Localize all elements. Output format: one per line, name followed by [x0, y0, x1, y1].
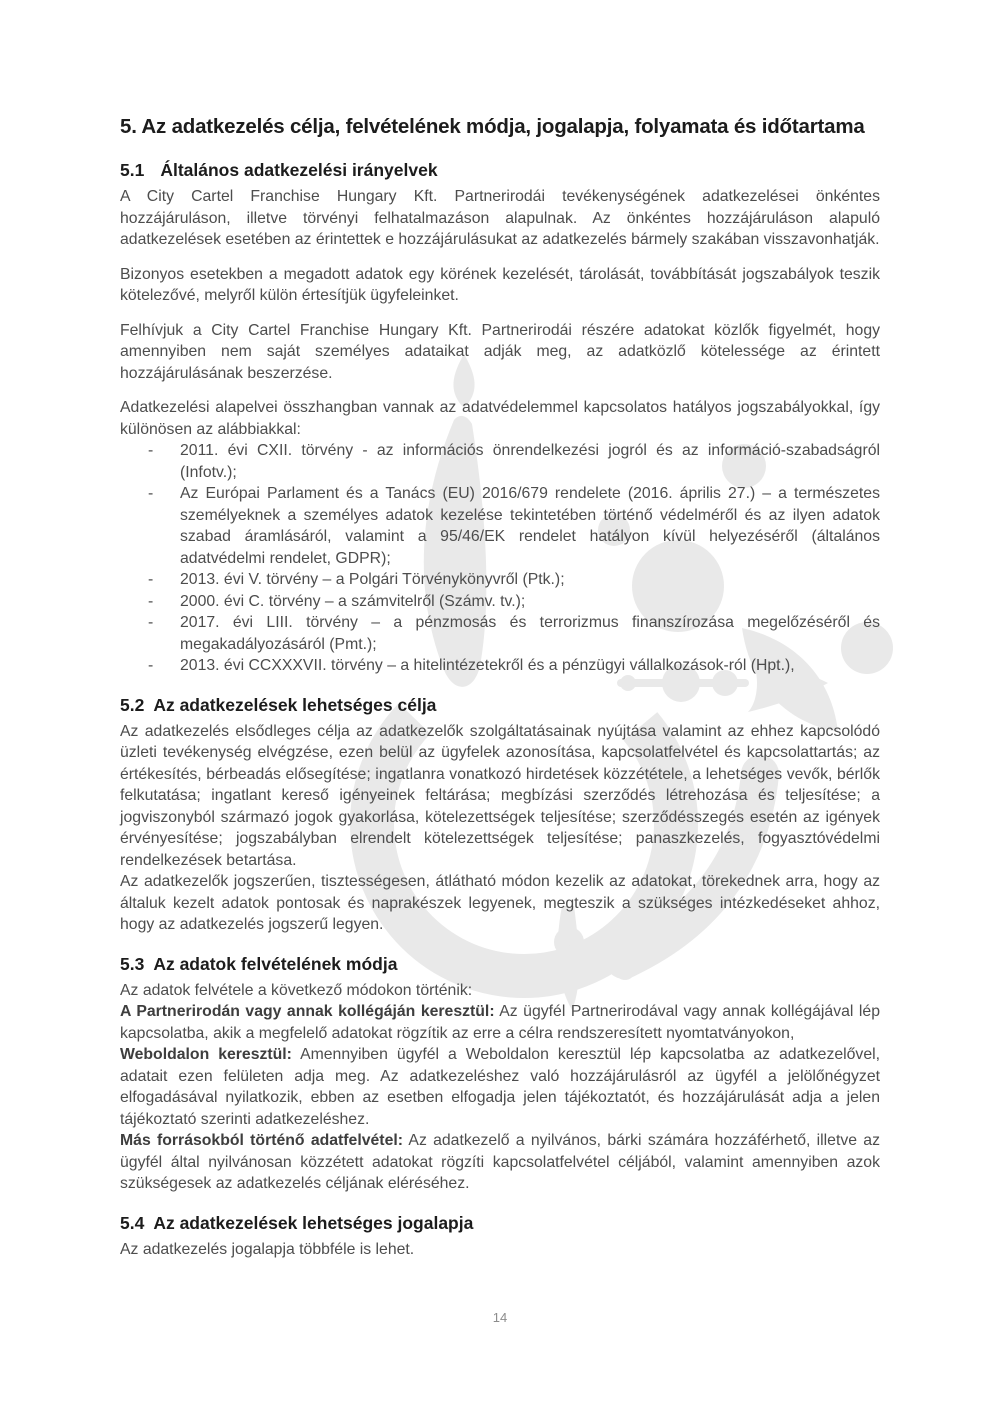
section-heading-text: Általános adatkezelési irányelvek — [160, 160, 438, 180]
list-dash-marker: - — [148, 657, 154, 674]
section-heading-text: Az adatok felvételének módja — [153, 953, 398, 974]
section-heading-5-1 — [120, 158, 880, 182]
section-number: 5.3 — [120, 953, 145, 974]
paragraph: Az adatkezelés jogalapja többféle is lehet. — [120, 1240, 415, 1258]
page-number: 14 — [492, 1310, 508, 1325]
list-item-text: 2011. évi CXII. törvény - az információs önrendelkezési jogról és az információ-szabadságról (Infotv.); — [180, 442, 880, 481]
law-list — [120, 440, 880, 677]
method-text: Az ügyfél Partnerirodával vagy annak kollégájával lép kapcsolatba, akik a megfelelő adatokat rögzítik az erre a célra rendszeresített nyomtatványokon, — [120, 1003, 880, 1042]
list-item — [120, 655, 880, 677]
paragraph: Az adatok felvétele a következő módokon történik: — [120, 981, 473, 999]
list-item-text: 2013. évi CCXXXVII. törvény – a hitelintézetekről és a pénzügyi vállalkozások-ról (Hpt.), — [180, 657, 795, 674]
method-label: A Partnerirodán vagy annak kollégáján keresztül: — [120, 1003, 495, 1020]
paragraph — [120, 1130, 880, 1195]
list-dash-marker: - — [148, 614, 154, 631]
list-item — [120, 612, 880, 655]
list-item-text: 2013. évi V. törvény – a Polgári Törvénykönyvről (Ptk.); — [180, 571, 565, 588]
section-heading-5-2 — [120, 693, 880, 717]
method-text: Az adatkezelő a nyilvános, bárki számára hozzáférhető, illetve az ügyfél által nyilvánosan közzétett adatokat rögzíti kapcsolatfelvétel céljából, valamint amennyiben azok szükségesek az adatkezelés céljának eléréséhez. — [120, 1132, 880, 1192]
paragraph: Az adatkezelők jogszerűen, tisztességesen, átlátható módon kezelik az adatokat, törekednek arra, hogy az általuk kezelt adatok pontosak és naprakészek legyenek, megteszik a szükséges intézkedéseket ahhoz, hogy az adatkezelés jogszerű legyen. — [120, 873, 880, 933]
section-number: 5.2 — [120, 694, 145, 715]
section-heading-text: Az adatkezelések lehetséges célja — [153, 694, 437, 715]
section-heading-text: Az adatkezelések lehetséges jogalapja — [153, 1212, 474, 1233]
paragraph: A City Cartel Franchise Hungary Kft. Partnerirodái tevékenységének adatkezelései önkéntes hozzájáruláson, illetve törvényi felhatalmazáson alapulnak. Az önkéntes hozzájáruláson alapuló adatkezelések esetében az érintettek e hozzájárulásukat az adatkezelés bármely szakában visszavonhatják. — [120, 188, 880, 248]
paragraph: Adatkezelési alapelvei összhangban vannak az adatvédelemmel kapcsolatos hatályos jogszabályokkal, így különösen az alábbiakkal: — [120, 399, 880, 438]
method-text: Amennyiben ügyfél a Weboldalon keresztül lép kapcsolatba az adatkezelővel, adatait ezen felületen adja meg. Az adatkezeléshez való hozzájárulásról az ügyfél a jelölőnégyzet elfogadásával nyilatkozik, ebben az esetben elfogadja jelen tájékoztatót, és hozzájárulását adja a jelen tájékoztató szerinti adatkezeléshez. — [120, 1046, 881, 1128]
section-heading-5-4 — [120, 1211, 880, 1235]
list-item — [120, 569, 880, 591]
list-item — [120, 591, 880, 613]
method-label: Weboldalon keresztül: — [120, 1046, 292, 1063]
list-item-text: 2000. évi C. törvény – a számvitelről (Számv. tv.); — [180, 592, 526, 610]
list-item — [120, 440, 880, 483]
paragraph: Bizonyos esetekben a megadott adatok egy körének kezelését, tárolását, továbbítását jogszabályok teszik kötelezővé, melyről külön értesítjük ügyfeleinket. — [120, 265, 880, 304]
paragraph — [120, 1044, 880, 1130]
section-number: 5.1 — [120, 160, 145, 180]
list-dash-marker: - — [148, 485, 154, 502]
paragraph: Felhívjuk a City Cartel Franchise Hungary Kft. Partnerirodái részére adatokat közlők figyelmét, hogy amennyiben nem saját személyes adataikat adják meg, az adatközlő kötelessége az érintett hozzájárulásának beszerzése. — [120, 321, 880, 382]
list-item-text: Az Európai Parlament és a Tanács (EU) 2016/679 rendelete (2016. április 27.) – a természetes személyeknek a személyes adatok kezelése tekintetében történő védelméről és az ilyen adatok szabad áramlásáról, valamint a 95/46/EK rendelet hatályon kívül helyezéséről (általános adatvédelmi rendelet, GDPR); — [180, 485, 880, 567]
section-number: 5.4 — [120, 1212, 145, 1233]
list-dash-marker: - — [148, 592, 154, 610]
list-item-text: 2017. évi LIII. törvény – a pénzmosás és terrorizmus finanszírozása megelőzéséről és megakadályozásáról (Pmt.); — [180, 614, 880, 653]
list-item — [120, 483, 880, 569]
paragraph: Az adatkezelés elsődleges célja az adatkezelők szolgáltatásainak nyújtása valamint az ehhez kapcsolódó üzleti tevékenység elvégzése, ezen belül az ügyfelek azonosítása, kapcsolatfelvétel és kapcsolattartás; az értékesítés, bérbeadás elősegítése; ingatlanra vonatkozó hirdetések közzététele, a lehetséges vevők, bérlők felkutatása; ingatlant kereső igényeinek feltárása; megbízási szerződés létrehozása és teljesítése; a jogviszonyból származó jogok gyakorlása, kötelezettségek teljesítése; szerződésszegés esetén az igények érvényesítése; jogszabályban elrendelt kötelezettségek teljesítése; panaszkezelés, fogyasztóvédelmi rendelkezések betartása. — [120, 722, 880, 869]
list-dash-marker: - — [148, 571, 154, 588]
list-dash-marker: - — [148, 442, 154, 459]
section-heading-5-3 — [120, 952, 880, 976]
method-label: Más forrásokból történő adatfelvétel: — [120, 1132, 403, 1149]
paragraph — [120, 1001, 880, 1044]
document-title: 5. Az adatkezelés célja, felvételének módja, jogalapja, folyamata és időtartama — [120, 115, 865, 138]
